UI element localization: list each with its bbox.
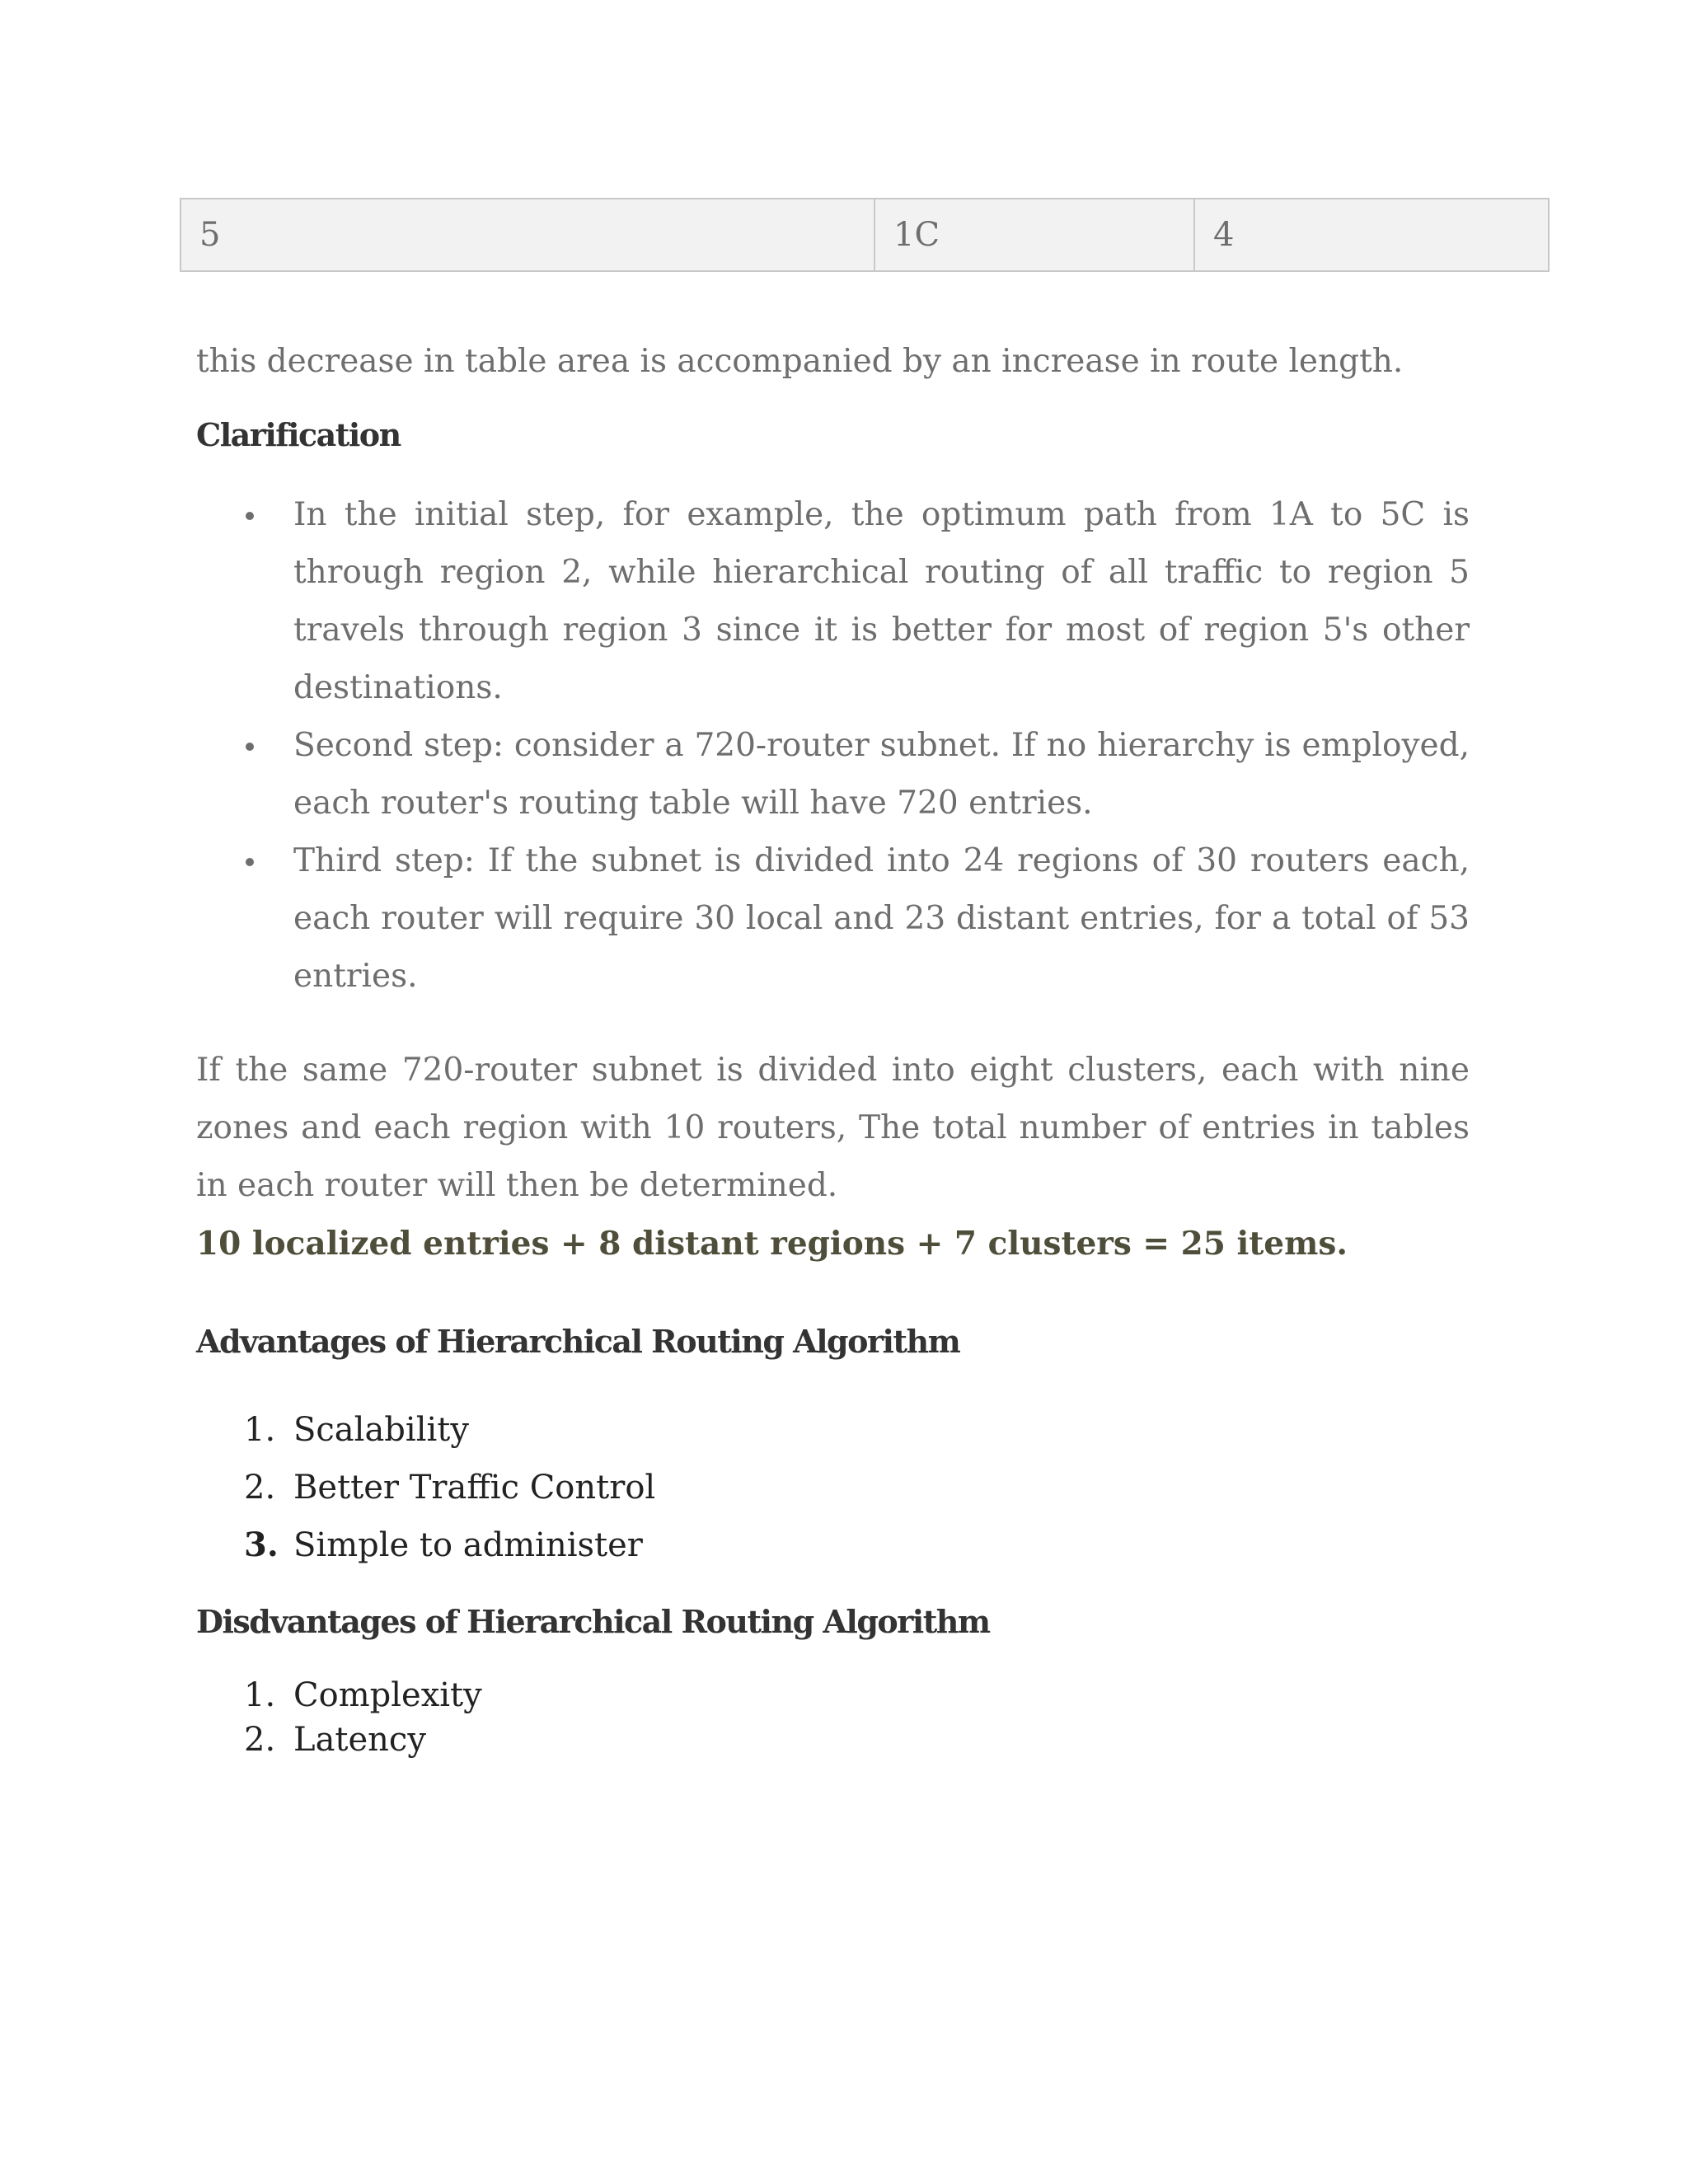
formula-line: 10 localized entries + 8 distant regions + 7 clusters = 25 items. — [196, 1225, 1348, 1263]
list-number: 2. — [244, 1469, 276, 1507]
list-item — [196, 1401, 1185, 1459]
advantages-heading: Advantages of Hierarchical Routing Algorithm — [196, 1323, 960, 1360]
list-label: Complexity — [293, 1676, 482, 1714]
table-cell-line: 1C — [874, 199, 1194, 271]
table-cell-hops: 4 — [1194, 199, 1549, 271]
list-item: Third step: If the subnet is divided into 24 regions of 30 routers each, each router will require 30 local and 23 distant entries, for a total of 53 entries. — [196, 832, 1470, 1005]
list-item — [196, 1516, 1185, 1574]
clarification-heading: Clarification — [196, 416, 401, 453]
list-label: Scalability — [293, 1411, 469, 1449]
list-item — [196, 1673, 1185, 1718]
list-item — [196, 1459, 1185, 1516]
list-number: 1. — [244, 1411, 276, 1449]
list-label: Better Traffic Control — [293, 1469, 656, 1507]
list-item: Second step: consider a 720-router subnet. If no hierarchy is employed, each router's routing table will have 720 entries. — [196, 717, 1470, 832]
list-number: 2. — [244, 1721, 276, 1759]
cluster-paragraph: If the same 720-router subnet is divided into eight clusters, each with nine zones and each region with 10 routers, The total number of entries in tables in each router will then be determined. — [196, 1052, 1470, 1204]
disadvantages-heading: Disdvantages of Hierarchical Routing Algorithm — [196, 1603, 990, 1640]
list-item: In the initial step, for example, the optimum path from 1A to 5C is through region 2, while hierarchical routing of all traffic to region 5 travels through region 3 since it is better for most of region 5's other destinations. — [196, 486, 1470, 717]
disadvantages-list — [196, 1673, 1185, 1762]
list-label: Simple to administer — [293, 1526, 643, 1564]
list-label: Latency — [293, 1721, 426, 1759]
intro-paragraph: this decrease in table area is accompanied by an increase in route length. — [196, 343, 1404, 380]
table-row — [181, 199, 1549, 271]
list-number: 1. — [244, 1676, 276, 1714]
table-cell-destination: 5 — [181, 199, 874, 271]
advantages-list — [196, 1401, 1185, 1574]
routing-table-fragment — [180, 198, 1550, 272]
list-item — [196, 1718, 1185, 1762]
list-number: 3. — [244, 1526, 279, 1564]
clarification-list — [196, 486, 1470, 1005]
